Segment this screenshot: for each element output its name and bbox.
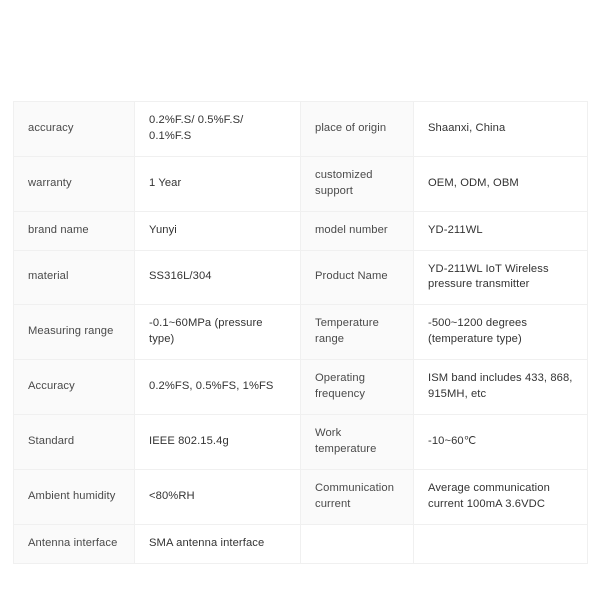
spec-value: ISM band includes 433, 868, 915MH, etc	[414, 360, 588, 415]
spec-value: Shaanxi, China	[414, 102, 588, 157]
table-row	[14, 156, 588, 211]
spec-value: Yunyi	[135, 211, 301, 250]
spec-label: Ambient humidity	[14, 469, 135, 524]
spec-value: SMA antenna interface	[135, 524, 301, 563]
spec-value: 0.2%FS, 0.5%FS, 1%FS	[135, 360, 301, 415]
spec-label: customized support	[301, 156, 414, 211]
spec-value: IEEE 802.15.4g	[135, 414, 301, 469]
table-row	[14, 102, 588, 157]
spec-value: OEM, ODM, OBM	[414, 156, 588, 211]
spec-value: YD-211WL IoT Wireless pressure transmitter	[414, 250, 588, 305]
table-row	[14, 524, 588, 563]
spec-value: <80%RH	[135, 469, 301, 524]
spec-empty-cell	[414, 524, 588, 563]
spec-label: material	[14, 250, 135, 305]
spec-label: warranty	[14, 156, 135, 211]
spec-label: Product Name	[301, 250, 414, 305]
spec-empty-cell	[301, 524, 414, 563]
spec-label: Standard	[14, 414, 135, 469]
spec-label: Antenna interface	[14, 524, 135, 563]
spec-value: 0.2%F.S/ 0.5%F.S/ 0.1%F.S	[135, 102, 301, 157]
spec-value: SS316L/304	[135, 250, 301, 305]
spec-label: brand name	[14, 211, 135, 250]
table-row	[14, 469, 588, 524]
spec-label: accuracy	[14, 102, 135, 157]
spec-value: 1 Year	[135, 156, 301, 211]
spec-label: place of origin	[301, 102, 414, 157]
table-row	[14, 414, 588, 469]
spec-label: Work temperature	[301, 414, 414, 469]
spec-label: Communication current	[301, 469, 414, 524]
table-row	[14, 211, 588, 250]
table-row	[14, 250, 588, 305]
product-specifications-table-container	[13, 101, 587, 564]
table-body	[14, 102, 588, 564]
spec-label: Measuring range	[14, 305, 135, 360]
table-row	[14, 360, 588, 415]
spec-label: Accuracy	[14, 360, 135, 415]
spec-value: -500~1200 degrees (temperature type)	[414, 305, 588, 360]
product-specifications-table	[13, 101, 588, 564]
spec-value: YD-211WL	[414, 211, 588, 250]
spec-label: Temperature range	[301, 305, 414, 360]
spec-label: Operating frequency	[301, 360, 414, 415]
spec-label: model number	[301, 211, 414, 250]
spec-value: Average communication current 100mA 3.6VDC	[414, 469, 588, 524]
spec-value: -10~60℃	[414, 414, 588, 469]
table-row	[14, 305, 588, 360]
spec-value: -0.1~60MPa (pressure type)	[135, 305, 301, 360]
